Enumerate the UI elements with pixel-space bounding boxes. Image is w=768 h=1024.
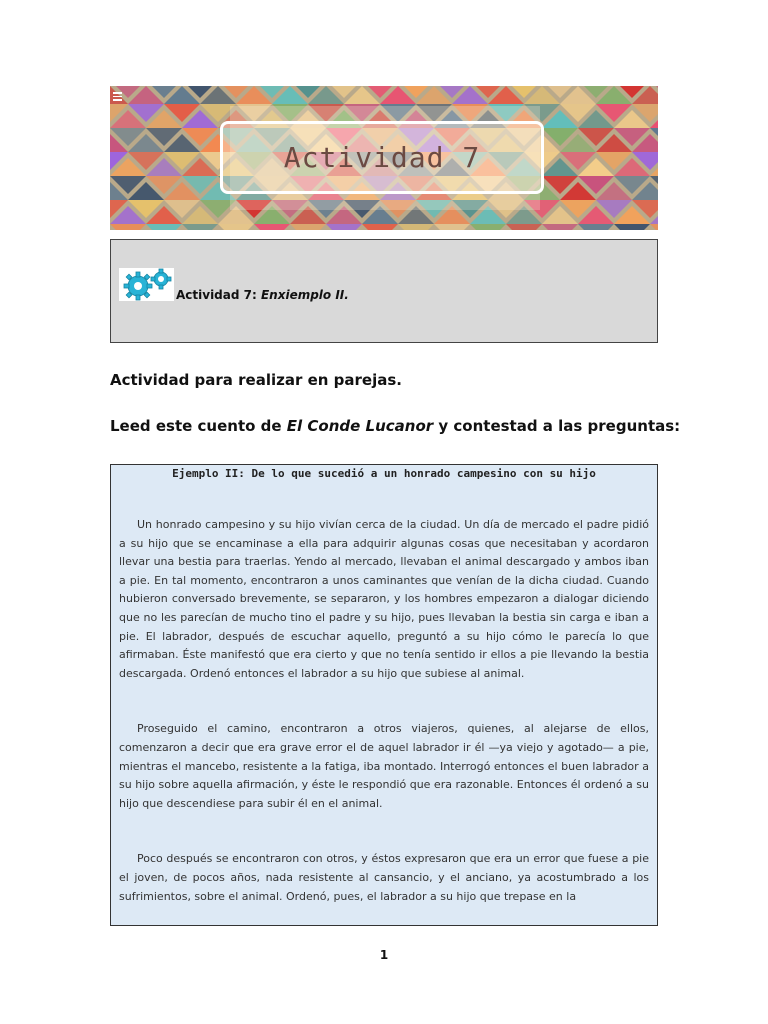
story-paragraph-3: Poco después se encontraron con otros, y éstos expresaron que era un error que fuese a pie el joven, de pocos años, nada resistente al cansancio, y el anciano, ya acostumbrado a los sufrimientos, sobre el animal. Ordenó, pues, el labrador a su hijo que trepase en la <box>119 852 649 903</box>
header-banner <box>110 86 658 230</box>
mosaic-tile <box>434 224 470 230</box>
page-number: 1 <box>379 948 389 962</box>
story-paragraph-2: Proseguido el camino, encontraron a otros viajeros, quienes, al alejarse de ellos, comenzaron a decir que era grave error el de aquel labrador ir él —ya viejo y agotado— a pie, mientras el mancebo, resistente a la fatiga, iba montado. Interrogó entonces el buen labrador a su hijo sobre aquella afirmación, y éste le respondió que era razonable. Entonces él ordenó a su hijo que descendiese para subir él en el animal. <box>119 722 649 810</box>
activity-number: Actividad 7: <box>176 288 261 302</box>
mosaic-tile <box>650 224 658 230</box>
mosaic-tile <box>542 224 578 230</box>
story-title: Ejemplo II: De lo que sucedió a un honrado campesino con su hijo <box>172 467 596 480</box>
menu-icon[interactable] <box>113 92 122 101</box>
instruction-prefix: Leed este cuento de <box>110 417 287 435</box>
activity-box <box>110 239 658 343</box>
instruction-pairs: Actividad para realizar en parejas. <box>110 371 402 389</box>
mosaic-tile <box>254 224 290 230</box>
story-paragraph-1: Un honrado campesino y su hijo vivían cerca de la ciudad. Un día de mercado el padre pidió a su hijo que se encaminase a ella para adquirir algunas cosas que necesitaban y acordaron llevar una bestia para traerlas. Yendo al mercado, llevaban el animal descargado y ambos iban a pie. En tal momento, encontraron a unos caminantes que venían de la dicha ciudad. Cuando hubieron conversado brevemente, se separaron, y los hombres empezaron a dialogar diciendo que no les parecían de mucho tino el padre y su hijo, pues llevaban la bestia sin carga e iban a pie. El labrador, después de escuchar aquello, preguntó a su hijo cómo le parecía lo que afirmaban. Éste manifestó que era cierto y que no tenía sentido ir ellos a pie llevando la bestia descargada. Ordenó entonces el labrador a su hijo que subiese al animal. <box>119 518 649 680</box>
mosaic-tile <box>290 224 326 230</box>
gears-icon <box>119 268 174 301</box>
instruction-suffix: y contestad a las preguntas: <box>433 417 681 435</box>
mosaic-tile <box>146 224 182 230</box>
mosaic-tile <box>614 224 650 230</box>
mosaic-tile <box>326 224 362 230</box>
mosaic-tile <box>182 224 218 230</box>
mosaic-tile <box>578 224 614 230</box>
mosaic-tile <box>398 224 434 230</box>
book-title: El Conde Lucanor <box>286 417 434 435</box>
mosaic-tile <box>362 224 398 230</box>
activity-label <box>176 288 349 302</box>
mosaic-tile <box>110 224 146 230</box>
activity-title: Enxiemplo II. <box>260 288 349 302</box>
mosaic-tile <box>470 224 506 230</box>
story-box <box>110 464 658 926</box>
banner-title: Actividad 7 <box>283 141 481 174</box>
mosaic-tile <box>218 224 254 230</box>
mosaic-tile <box>506 224 542 230</box>
instruction-read <box>110 417 680 435</box>
